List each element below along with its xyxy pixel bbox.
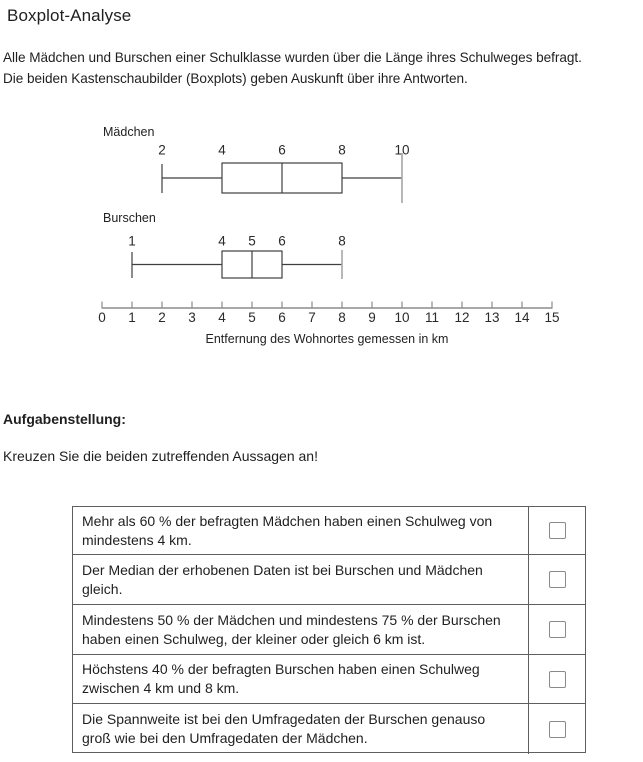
box-value-label: 6 <box>278 233 286 249</box>
boxplot-label-maedchen: Mädchen <box>103 125 155 139</box>
statement-text-cell <box>73 655 528 703</box>
statement-text-cell <box>73 507 528 554</box>
box-value-label: 8 <box>338 142 346 158</box>
statement-row <box>73 654 585 703</box>
statement-row <box>73 554 585 604</box>
axis-tick-label: 1 <box>128 310 136 325</box>
axis-tick-label: 9 <box>368 310 376 325</box>
axis-tick-label: 5 <box>248 310 256 325</box>
axis-tick-label: 7 <box>308 310 316 325</box>
intro-line-1: Alle Mädchen und Burschen einer Schulklasse wurden über die Länge ihres Schulweges befragt. <box>3 50 582 65</box>
box-value-label: 5 <box>248 233 256 249</box>
statement-checkbox-cell <box>528 655 585 703</box>
statement-text: Der Median der erhobenen Daten ist bei Burschen und Mädchen gleich. <box>82 561 483 597</box>
axis-tick-label: 6 <box>278 310 286 325</box>
statement-text-cell <box>73 555 528 604</box>
task-heading: Aufgabenstellung: <box>3 411 126 427</box>
box-value-label: 4 <box>218 142 226 158</box>
intro-line-2: Die beiden Kastenschaubilder (Boxplots) geben Auskunft über ihre Antworten. <box>3 71 468 86</box>
statement-checkbox[interactable] <box>549 621 566 638</box>
axis-tick-label: 0 <box>98 310 106 325</box>
statement-checkbox-cell <box>528 704 585 754</box>
box-value-label: 4 <box>218 233 226 249</box>
statement-checkbox-cell <box>528 507 585 554</box>
boxplot-figure <box>0 0 643 360</box>
statement-row <box>73 604 585 654</box>
box-value-label: 2 <box>158 142 166 158</box>
axis-tick-label: 3 <box>188 310 196 325</box>
boxplot-label-burschen: Burschen <box>103 211 156 225</box>
statement-checkbox-cell <box>528 555 585 604</box>
statement-text-cell <box>73 605 528 654</box>
box-value-label: 6 <box>278 142 286 158</box>
statement-checkbox[interactable] <box>549 721 566 738</box>
statement-row <box>73 507 585 554</box>
statement-text: Höchstens 40 % der befragten Burschen haben einen Schulweg zwischen 4 km und 8 km. <box>82 661 480 696</box>
statement-checkbox[interactable] <box>549 522 566 539</box>
axis-caption: Entfernung des Wohnortes gemessen in km <box>205 332 449 346</box>
axis-tick-label: 15 <box>544 310 560 325</box>
statement-text: Die Spannweite ist bei den Umfragedaten der Burschen genauso groß wie bei den Umfragedaten der Mädchen. <box>82 711 486 746</box>
statement-text: Mehr als 60 % der befragten Mädchen haben einen Schulweg von mindestens 4 km. <box>82 512 493 548</box>
axis-tick-label: 2 <box>158 310 166 325</box>
axis-tick-label: 8 <box>338 310 346 325</box>
box-value-label: 1 <box>128 233 136 249</box>
statement-text-cell <box>73 704 528 754</box>
axis-tick-label: 4 <box>218 310 226 325</box>
statement-checkbox-cell <box>528 605 585 654</box>
axis-tick-label: 11 <box>424 310 440 325</box>
axis-tick-label: 14 <box>514 310 530 325</box>
page-title: Boxplot-Analyse <box>7 6 132 25</box>
statement-row <box>73 703 585 754</box>
statements-table <box>72 506 586 753</box>
box-value-label: 8 <box>338 233 346 249</box>
statement-checkbox[interactable] <box>549 671 566 688</box>
axis-tick-label: 13 <box>484 310 500 325</box>
box-value-label: 10 <box>394 142 410 158</box>
axis-tick-label: 10 <box>394 310 410 325</box>
statement-checkbox[interactable] <box>549 571 566 588</box>
statement-text: Mindestens 50 % der Mädchen und mindestens 75 % der Burschen haben einen Schulweg, der kleiner oder gleich 6 km ist. <box>82 611 501 647</box>
axis-tick-label: 12 <box>454 310 470 325</box>
task-instruction: Kreuzen Sie die beiden zutreffenden Aussagen an! <box>3 448 318 464</box>
